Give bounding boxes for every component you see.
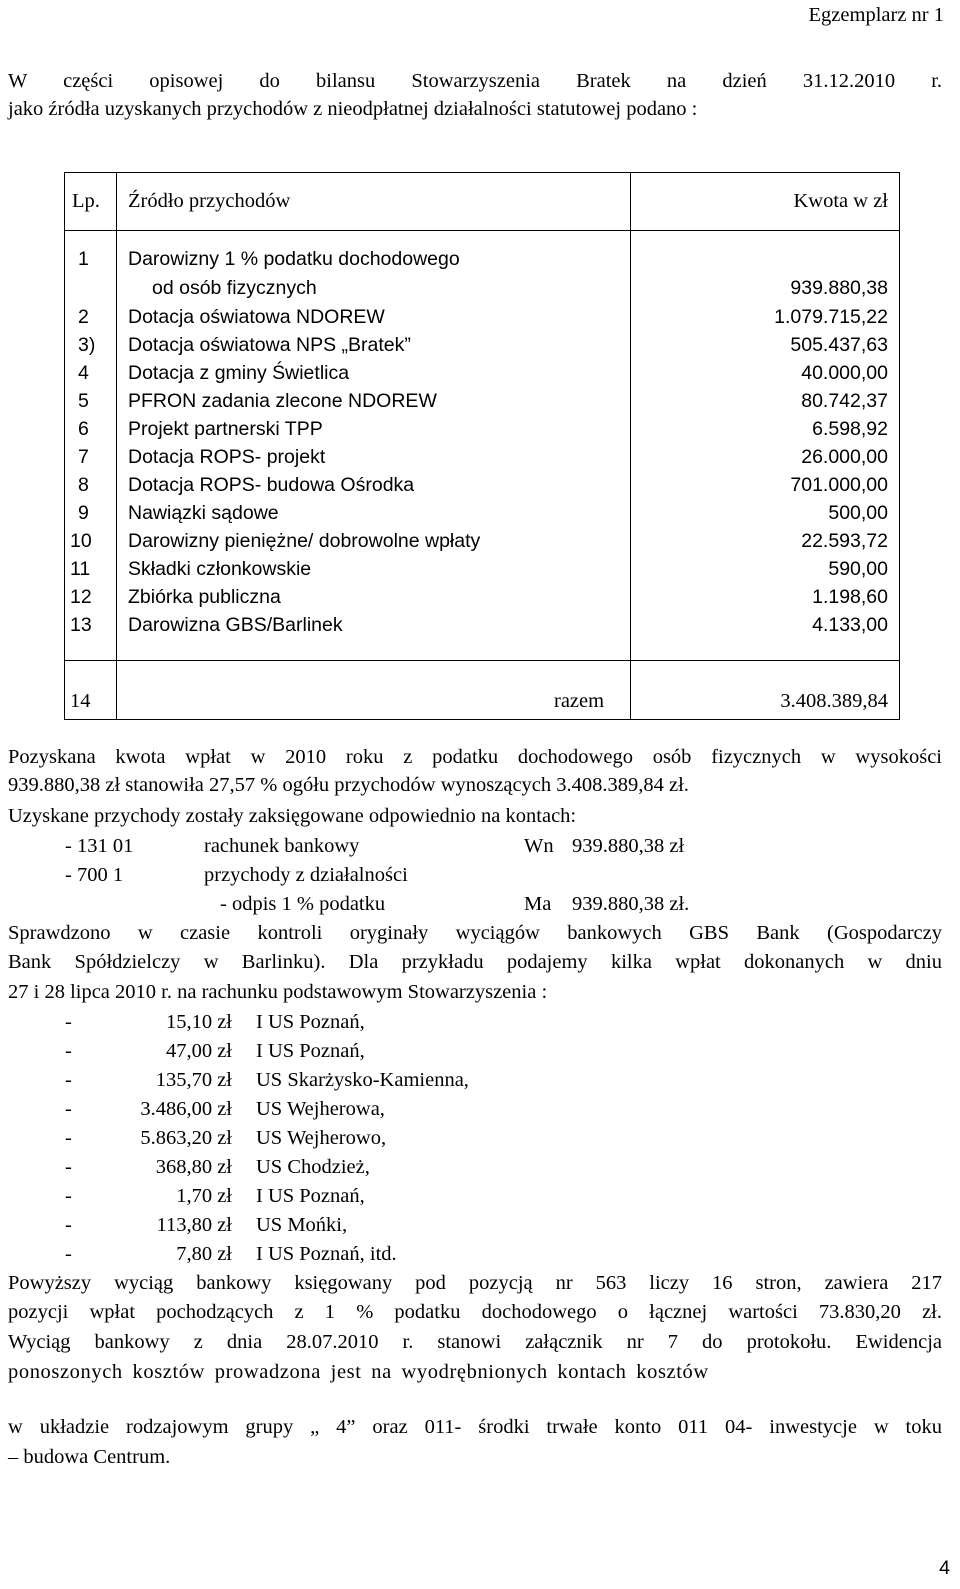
intro-word: Stowarzyszenia [411, 70, 541, 92]
row-lp: 9 [78, 502, 89, 524]
payment-amount: 368,80 zł [155, 1156, 232, 1178]
row-lp: 11 [70, 558, 91, 580]
payment-amount: 5.863,20 zł [140, 1127, 232, 1149]
row-source: Darowizny 1 % podatku dochodowego [128, 248, 460, 270]
payment-office: US Skarżysko-Kamienna, [256, 1069, 469, 1091]
intro-word: na [666, 70, 687, 92]
check-line-1: Sprawdzono w czasie kontroli oryginały wyciągów bankowych GBS Bank (Gospodarczy [8, 922, 942, 944]
page-number: 4 [939, 1557, 950, 1579]
total-amount: 3.408.389,84 [780, 690, 888, 712]
payment-office: US Wejherowo, [256, 1127, 387, 1149]
account-side: Wn [524, 835, 554, 857]
payment-dash: - [65, 1127, 72, 1149]
row-amount: 22.593,72 [801, 530, 888, 552]
row-amount: 26.000,00 [801, 446, 888, 468]
payment-office: US Wejherowa, [256, 1098, 385, 1120]
row-source: Darowizna GBS/Barlinek [128, 614, 343, 636]
row-source: Zbiórka publiczna [128, 586, 281, 608]
summary-line-1: Pozyskana kwota wpłat w 2010 roku z podatku dochodowego osób fizycznych w wysokości [8, 746, 942, 768]
row-lp: 1 [78, 248, 89, 270]
account-side: Ma [524, 893, 552, 915]
row-lp: 3) [78, 334, 96, 356]
payment-dash: - [65, 1098, 72, 1120]
payment-dash: - [65, 1243, 72, 1265]
payment-dash: - [65, 1214, 72, 1236]
payment-amount: 3.486,00 zł [140, 1098, 232, 1120]
row-lp: 12 [70, 586, 92, 608]
payment-dash: - [65, 1185, 72, 1207]
closing-line-2: – budowa Centrum. [8, 1446, 171, 1468]
closing-line-1: w układzie rodzajowym grupy „ 4” oraz 011- środki trwałe konto 011 04- inwestycje w toku [8, 1416, 942, 1438]
payment-office: US Chodzież, [256, 1156, 370, 1178]
row-lp: 5 [78, 390, 89, 412]
row-amount: 4.133,00 [812, 614, 888, 636]
intro-word: r. [931, 70, 943, 92]
row-source: PFRON zadania zlecone NDOREW [128, 390, 437, 412]
intro-word: W [8, 70, 27, 92]
intro-line-1 [8, 70, 942, 93]
row-amount: 80.742,37 [801, 390, 888, 412]
statement-line-1: Powyższy wyciąg bankowy księgowany pod pozycją nr 563 liczy 16 stron, zawiera 217 [8, 1272, 942, 1294]
row-amount: 40.000,00 [801, 362, 888, 384]
row-source: Składki członkowskie [128, 558, 312, 580]
payment-amount: 15,10 zł [165, 1011, 232, 1033]
row-source: Darowizny pieniężne/ dobrowolne wpłaty [128, 530, 481, 552]
revenue-table [64, 172, 900, 720]
payment-dash: - [65, 1011, 72, 1033]
row-amount: 505.437,63 [790, 334, 888, 356]
payment-office: US Mońki, [256, 1214, 348, 1236]
copy-label: Egzemplarz nr 1 [808, 4, 944, 26]
row-amount: 1.198,60 [812, 586, 888, 608]
row-source: Dotacja ROPS- budowa Ośrodka [128, 474, 415, 496]
header-amount: Kwota w zł [793, 190, 888, 212]
account-desc: rachunek bankowy [204, 835, 360, 857]
row-amount: 1.079.715,22 [774, 306, 888, 328]
account-desc: przychody z działalności [204, 864, 408, 886]
row-source: Dotacja oświatowa NDOREW [128, 306, 385, 328]
payment-office: I US Poznań, itd. [256, 1243, 397, 1265]
payment-amount: 113,80 zł [156, 1214, 232, 1236]
payment-office: I US Poznań, [256, 1185, 365, 1207]
check-line-2: Bank Spółdzielczy w Barlinku). Dla przykładu podajemy kilka wpłat dokonanych w dniu [8, 951, 942, 973]
row-source-cont: od osób fizycznych [152, 277, 317, 299]
account-desc: - odpis 1 % podatku [220, 893, 386, 915]
summary-line-3: Uzyskane przychody zostały zaksięgowane odpowiednio na kontach: [8, 805, 577, 827]
payment-office: I US Poznań, [256, 1040, 365, 1062]
row-amount: 6.598,92 [812, 418, 888, 440]
row-lp: 8 [78, 474, 89, 496]
row-lp: 2 [78, 306, 89, 328]
header-source: Źródło przychodów [128, 190, 291, 212]
row-source: Dotacja oświatowa NPS „Bratek” [128, 334, 411, 356]
row-lp: 13 [70, 614, 92, 636]
row-source: Dotacja ROPS- projekt [128, 446, 326, 468]
payment-amount: 135,70 zł [155, 1069, 232, 1091]
account-code: - 700 1 [65, 864, 124, 886]
total-label: razem [554, 690, 605, 712]
row-source: Dotacja z gminy Świetlica [128, 362, 350, 384]
payment-dash: - [65, 1156, 72, 1178]
intro-word: 31.12.2010 [802, 70, 896, 92]
row-lp: 4 [78, 362, 89, 384]
row-amount: 939.880,38 [790, 277, 888, 299]
row-lp: 6 [78, 418, 89, 440]
intro-word: bilansu [316, 70, 376, 92]
statement-line-3: Wyciąg bankowy z dnia 28.07.2010 r. stanowi załącznik nr 7 do protokołu. Ewidencja [8, 1331, 942, 1353]
total-lp: 14 [70, 690, 91, 712]
intro-word: do [259, 70, 280, 92]
row-source: Nawiązki sądowe [128, 502, 279, 524]
payment-amount: 47,00 zł [165, 1040, 232, 1062]
account-amount: 939.880,38 zł. [572, 893, 690, 915]
payment-office: I US Poznań, [256, 1011, 365, 1033]
intro-word: opisowej [149, 70, 224, 92]
check-line-3: 27 i 28 lipca 2010 r. na rachunku podstawowym Stowarzyszenia : [8, 981, 548, 1003]
payment-dash: - [65, 1069, 72, 1091]
account-code: - 131 01 [65, 835, 134, 857]
summary-line-2: 939.880,38 zł stanowiła 27,57 % ogółu przychodów wynoszących 3.408.389,84 zł. [8, 774, 689, 796]
row-amount: 590,00 [828, 558, 888, 580]
row-amount: 500,00 [828, 502, 888, 524]
account-amount: 939.880,38 zł [572, 835, 685, 857]
row-lp: 10 [70, 530, 92, 552]
payment-dash: - [65, 1040, 72, 1062]
payment-amount: 1,70 zł [176, 1185, 232, 1207]
statement-line-4: ponoszonych kosztów prowadzona jest na wyodrębnionych kontach kosztów [8, 1361, 709, 1383]
row-amount: 701.000,00 [790, 474, 888, 496]
payment-amount: 7,80 zł [176, 1243, 232, 1265]
row-source: Projekt partnerski TPP [128, 418, 323, 440]
statement-line-2: pozycji wpłat pochodzących z 1 % podatku dochodowego o łącznej wartości 73.830,20 zł. [8, 1301, 942, 1323]
intro-line-2: jako źródła uzyskanych przychodów z nieodpłatnej działalności statutowej podano : [8, 98, 698, 120]
header-lp: Lp. [72, 190, 100, 212]
row-lp: 7 [78, 446, 89, 468]
intro-word: Bratek [576, 70, 631, 92]
intro-word: części [63, 70, 114, 92]
intro-word: dzień [722, 70, 767, 92]
